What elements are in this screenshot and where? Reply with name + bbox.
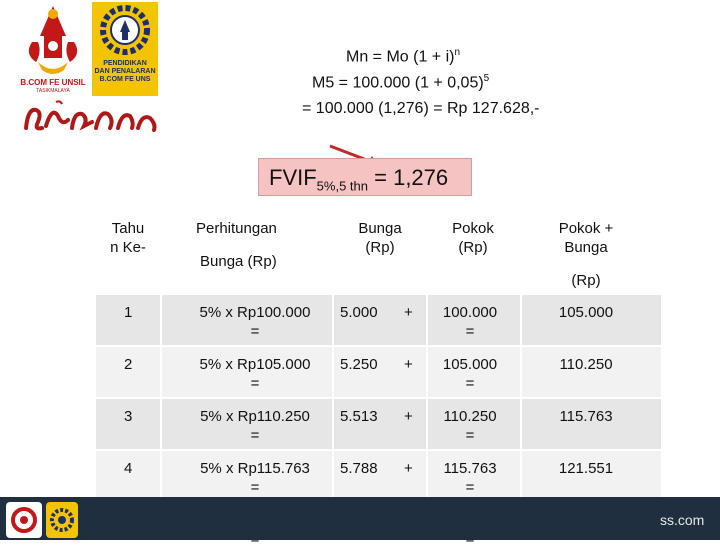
header-total-line1: Pokok +	[558, 220, 614, 237]
row-principal-equals: =	[465, 479, 475, 496]
header-principal-line2: (Rp)	[458, 239, 488, 256]
row-total: 121.551	[558, 460, 614, 477]
header-calc-line2: Bunga (Rp)	[200, 253, 277, 270]
footer-logo-bcom	[6, 502, 42, 538]
row-year: 3	[124, 408, 133, 425]
header-calc-line1: Perhitungan	[196, 220, 277, 237]
row-calc	[180, 459, 330, 497]
header-total-line2: Bunga	[564, 239, 608, 256]
pendidikan-logo-line3: B.COM FE UNS	[99, 76, 151, 83]
row-interest: 5.788	[340, 460, 378, 477]
row-principal-equals: =	[465, 427, 475, 444]
row-calc	[180, 303, 330, 341]
row-principal	[428, 459, 512, 497]
bcom-emblem-icon	[18, 2, 88, 78]
row-principal-equals: =	[465, 323, 475, 340]
row-interest: 5.250	[340, 356, 378, 373]
bcom-logo-text: B.COM FE UNSIL	[20, 78, 86, 87]
header-year	[100, 219, 156, 257]
row-principal-equals: =	[465, 375, 475, 392]
fvif-label: FVIF	[269, 165, 317, 190]
row-calc-equals: =	[250, 323, 260, 340]
row-principal	[428, 303, 512, 341]
row-principal	[428, 355, 512, 393]
row-calc-text: 5% x Rp100.000	[199, 304, 311, 321]
row-interest: 5.000	[340, 304, 378, 321]
header-principal	[428, 219, 518, 257]
bcom-logo-subtext: TASIKMALAYA	[36, 88, 70, 94]
formula-general	[346, 47, 460, 66]
row-calc-equals: =	[250, 375, 260, 392]
table-row	[96, 347, 661, 397]
row-principal-value: 105.000	[442, 356, 498, 373]
header-year-line2: n Ke-	[110, 239, 146, 256]
footer-gear-icon	[46, 502, 78, 538]
row-plus: +	[404, 460, 413, 477]
pendidikan-logo-line1: PENDIDIKAN	[103, 60, 147, 67]
row-year: 2	[124, 356, 133, 373]
gear-emblem-icon	[92, 2, 158, 60]
header-total-line3: (Rp)	[571, 272, 601, 289]
table-row	[96, 295, 661, 345]
header-interest-line2: (Rp)	[365, 239, 395, 256]
javanese-script-logo	[22, 100, 162, 134]
footer-logo-pendidikan	[46, 502, 78, 538]
header-calc	[176, 219, 326, 271]
header-interest	[332, 219, 428, 257]
header-total	[524, 219, 648, 290]
row-calc-text: 5% x Rp105.000	[199, 356, 311, 373]
row-year: 1	[124, 304, 133, 321]
header-principal-line1: Pokok	[452, 220, 494, 237]
formula-substituted-base: M5 = 100.000 (1 + 0,05)	[312, 74, 484, 92]
table-row	[96, 399, 661, 449]
row-calc-equals: =	[250, 479, 260, 496]
table-header	[96, 205, 661, 295]
row-principal-value: 110.250	[443, 408, 497, 425]
pendidikan-logo-line2: DAN PENALARAN	[94, 68, 156, 75]
row-plus: +	[404, 304, 413, 321]
row-calc-text: 5% x Rp110.250	[200, 408, 310, 425]
pendidikan-logo	[92, 2, 158, 96]
header-year-line1: Tahu	[111, 220, 145, 237]
footer-site-text: ss.com	[660, 512, 705, 528]
row-principal-value: 100.000	[442, 304, 498, 321]
header-interest-line1: Bunga	[358, 220, 402, 237]
row-total: 115.763	[559, 408, 613, 425]
formula-general-exponent: n	[454, 47, 461, 58]
row-total: 110.250	[559, 356, 613, 373]
formula-result: = 100.000 (1,276) = Rp 127.628,-	[302, 100, 540, 117]
formula-substituted	[312, 73, 489, 92]
compound-interest-table	[96, 205, 661, 540]
row-plus: +	[404, 408, 413, 425]
table-row	[96, 451, 661, 501]
formula-general-base: Mn = Mo (1 + i)	[346, 48, 455, 66]
row-calc	[180, 407, 330, 445]
row-total: 105.000	[558, 304, 614, 321]
row-calc	[180, 355, 330, 393]
row-principal-value: 115.763	[443, 460, 497, 477]
formula-substituted-exponent: 5	[483, 73, 490, 84]
fvif-subscript: 5%,5 thn	[316, 178, 368, 194]
fvif-value: = 1,276	[374, 165, 449, 190]
row-plus: +	[404, 356, 413, 373]
fvif-box	[258, 158, 472, 196]
row-principal	[428, 407, 512, 445]
row-interest: 5.513	[340, 408, 378, 425]
bcom-logo	[18, 2, 88, 96]
row-calc-text: 5% x Rp115.763	[200, 460, 310, 477]
row-year: 4	[124, 460, 133, 477]
row-calc-equals: =	[250, 427, 260, 444]
footer-bcom-icon	[6, 502, 42, 538]
footer-band	[0, 497, 720, 540]
